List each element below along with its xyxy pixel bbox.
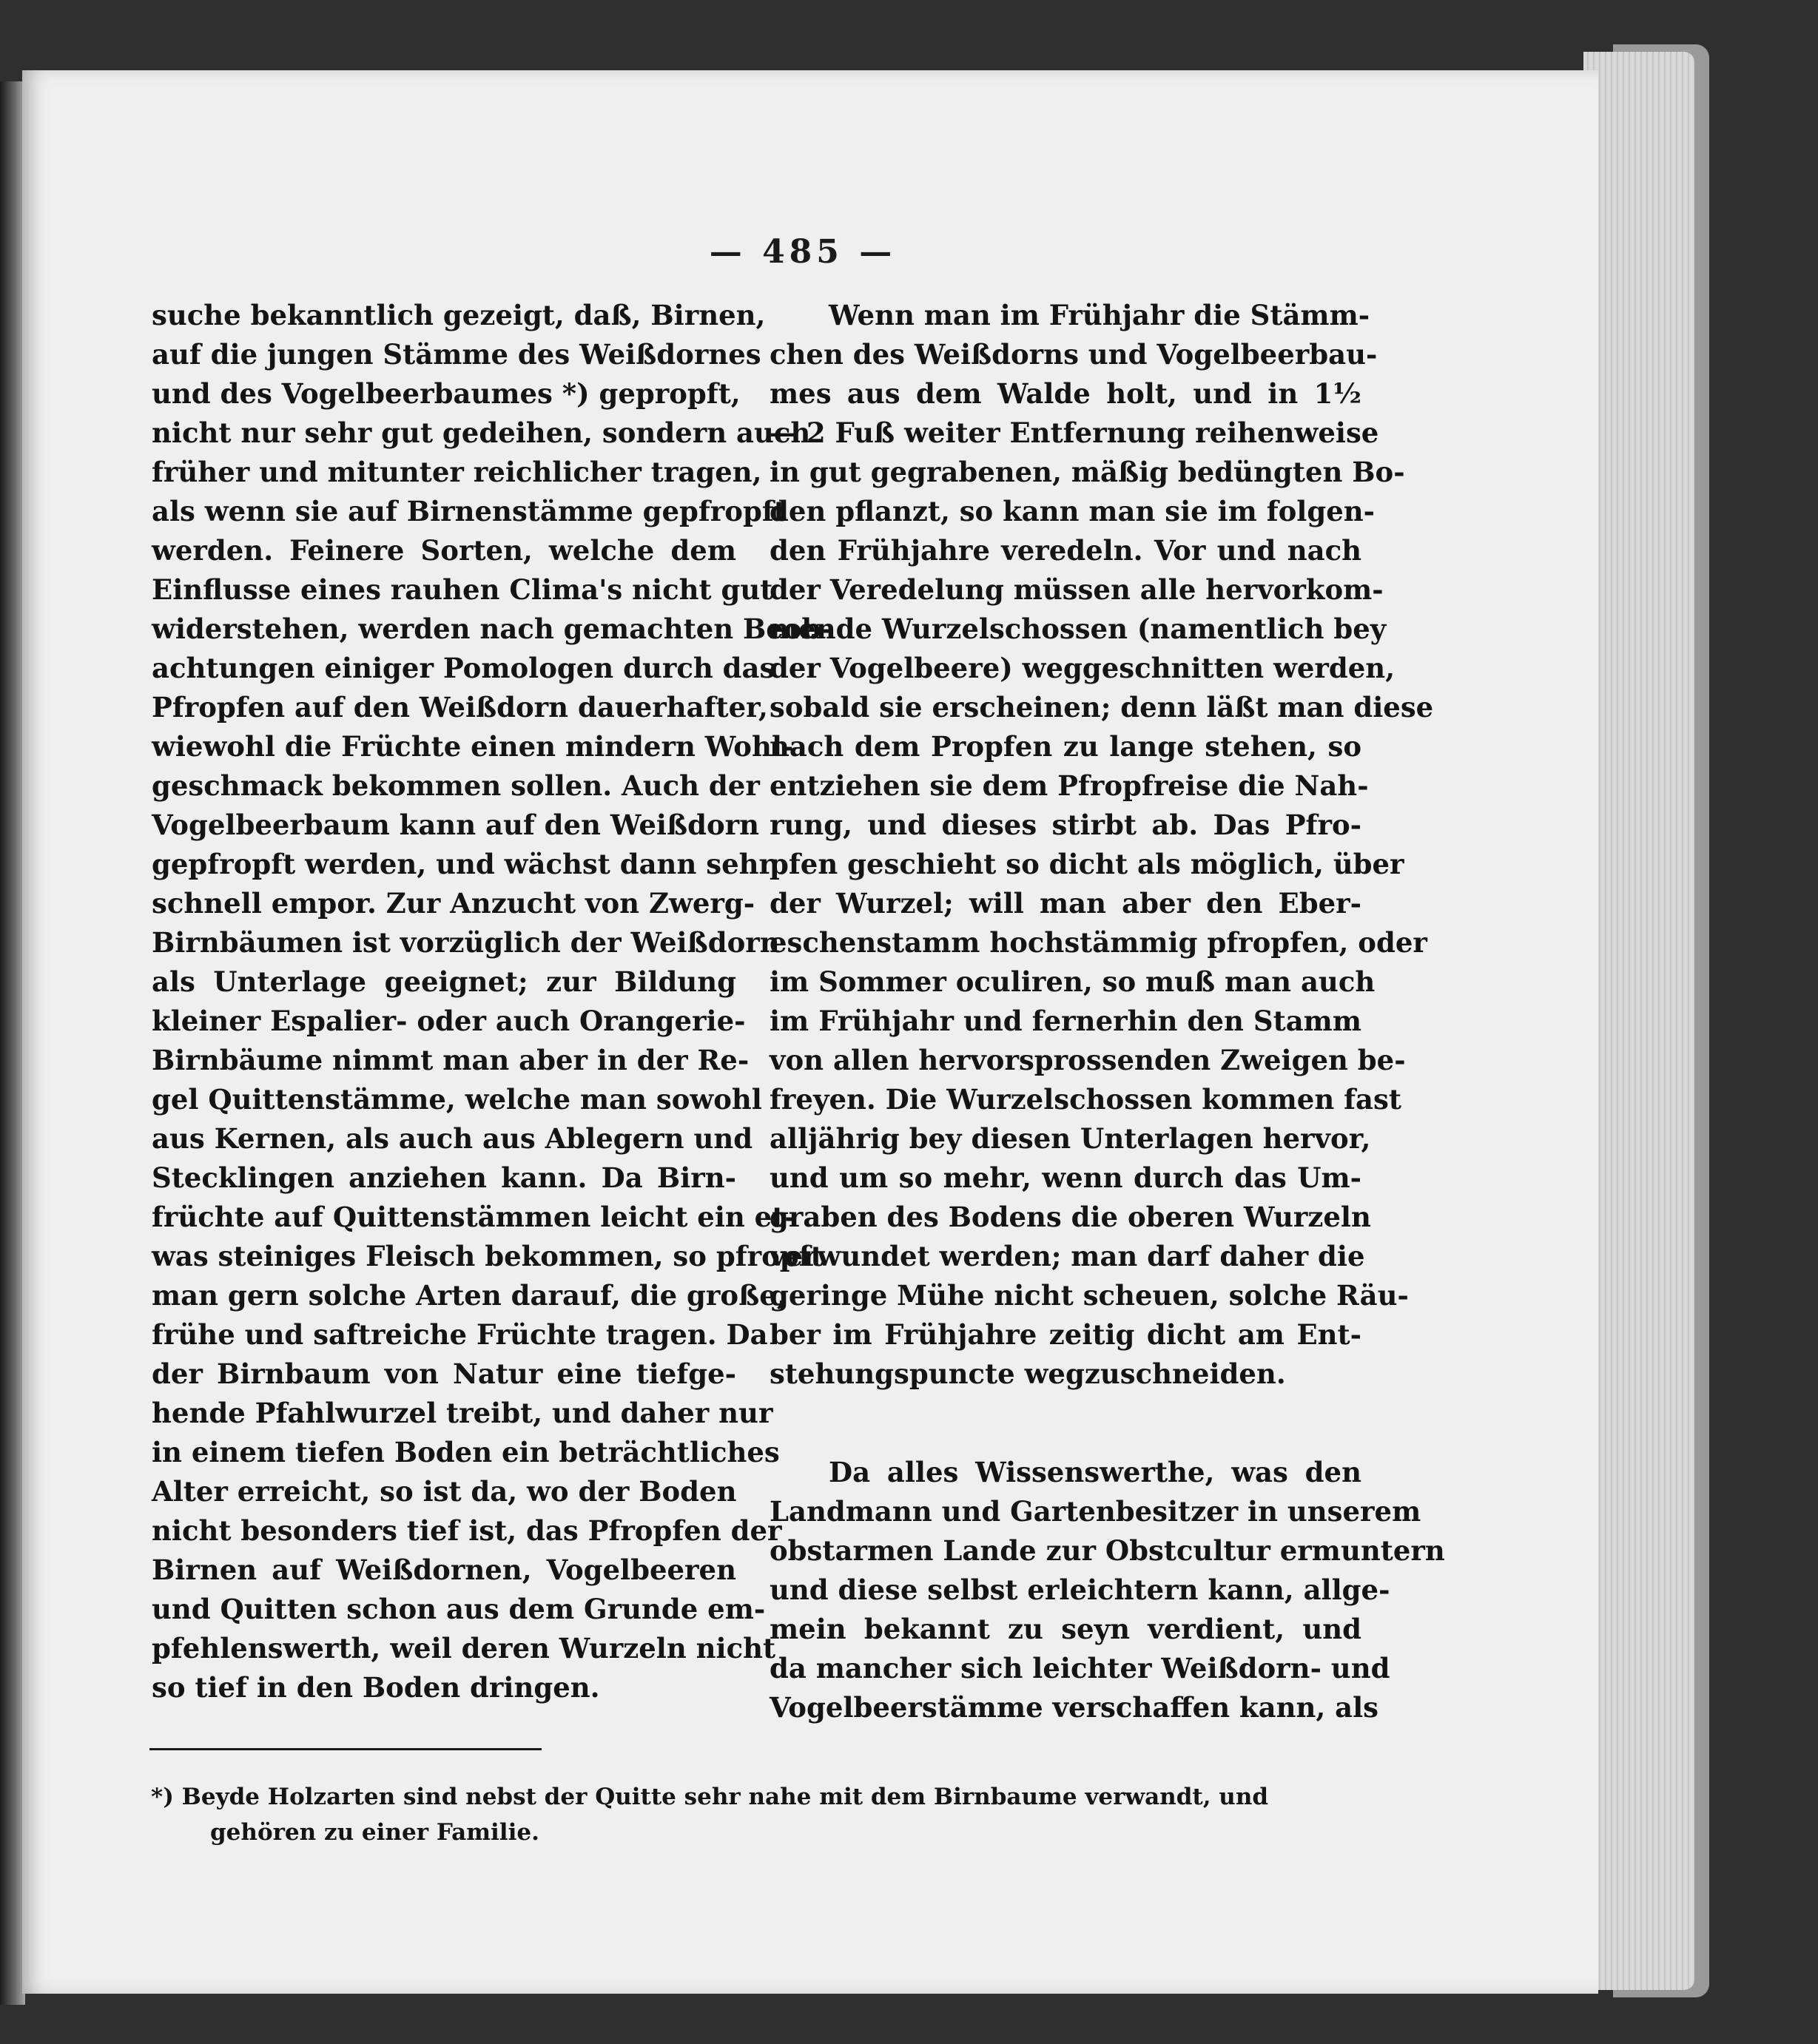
text-line: verwundet werden; man darf daher die [770,1240,1365,1272]
text-line: geschmack bekommen sollen. Auch der [152,769,760,802]
text-line: Birnen auf Weißdornen, Vogelbeeren [152,1554,736,1586]
text-line: als wenn sie auf Birnenstämme gepfropft [152,495,787,527]
footnote-rule [149,1748,542,1750]
text-line: Wenn man im Frühjahr die Stämm- [829,299,1370,331]
text-line: wiewohl die Früchte einen mindern Wohl- [152,730,794,763]
text-line: früchte auf Quittenstämmen leicht ein et- [152,1201,796,1233]
text-line: pfen geschieht so dicht als möglich, über [770,848,1404,880]
text-line: Stecklingen anziehen kann. Da Birn- [152,1161,736,1194]
text-line: Einflusse eines rauhen Clima's nicht gut [152,573,773,606]
text-line: stehungspuncte wegzuschneiden. [770,1357,1286,1390]
text-line: und um so mehr, wenn durch das Um- [770,1161,1361,1194]
text-line: graben des Bodens die oberen Wurzeln [770,1201,1371,1233]
text-line: geringe Mühe nicht scheuen, solche Räu- [770,1279,1409,1312]
text-line: früher und mitunter reichlicher tragen, [152,456,762,488]
page-number: — 485 — [709,233,897,271]
text-line: suche bekanntlich gezeigt, daß, Birnen, [152,299,766,331]
text-line: Birnbäume nimmt man aber in der Re- [152,1044,750,1076]
text-line: in einem tiefen Boden ein beträchtliches [152,1436,780,1468]
text-line: und des Vogelbeerbaumes *) gepropft, [152,377,741,410]
text-line: da mancher sich leichter Weißdorn- und [770,1652,1390,1684]
text-line: der Veredelung müssen alle hervorkom- [770,573,1384,606]
text-line: sobald sie erscheinen; denn läßt man diese [770,691,1434,724]
text-line: Landmann und Gartenbesitzer in unserem [770,1495,1421,1528]
book-page [22,70,1598,1994]
text-line: ber im Frühjahre zeitig dicht am Ent- [770,1318,1361,1351]
text-line: den Frühjahre veredeln. Vor und nach [770,534,1361,567]
text-line: der Birnbaum von Natur eine tiefge- [152,1357,736,1390]
text-line: in gut gegrabenen, mäßig bedüngten Bo- [770,456,1405,488]
text-line: nach dem Propfen zu lange stehen, so [770,730,1361,763]
right-column [770,296,1445,1727]
text-line: widerstehen, werden nach gemachten Beob- [152,613,832,645]
footnote-line-2: gehören zu einer Familie. [210,1819,539,1846]
page-stack-edge [1583,52,1694,1990]
text-line: von allen hervorsprossenden Zweigen be- [770,1044,1406,1076]
text-line: Alter erreicht, so ist da, wo der Boden [152,1475,737,1508]
text-line: rung, und dieses stirbt ab. Das Pfro- [770,809,1361,841]
text-line: alljährig bey diesen Unterlagen hervor, [770,1122,1371,1155]
text-line: mein bekannt zu seyn verdient, und [770,1613,1361,1645]
text-line: der Wurzel; will man aber den Eber- [770,887,1361,920]
text-line: was steiniges Fleisch bekommen, so pfropft [152,1240,824,1272]
footnote [151,1779,1347,1850]
text-line: hende Pfahlwurzel treibt, und daher nur [152,1397,773,1429]
text-line: und diese selbst erleichtern kann, allge- [770,1574,1390,1606]
text-line: chen des Weißdorns und Vogelbeerbau- [770,338,1378,371]
text-line: im Frühjahr und fernerhin den Stamm [770,1005,1361,1037]
text-line: und Quitten schon aus dem Grunde em- [152,1593,766,1625]
left-column [152,296,832,1707]
text-line: Vogelbeerstämme verschaffen kann, als [770,1691,1379,1724]
text-line: mes aus dem Walde holt, und in 1½ [770,377,1361,410]
text-line: pfehlenswerth, weil deren Wurzeln nicht [152,1632,776,1664]
text-line: im Sommer oculiren, so muß man auch [770,965,1376,998]
text-line: als Unterlage geeignet; zur Bildung [152,965,736,998]
text-line: schnell empor. Zur Anzucht von Zwerg- [152,887,755,920]
paragraph-gap [770,1394,1361,1453]
text-line: kleiner Espalier- oder auch Orangerie- [152,1005,746,1037]
text-line: nicht besonders tief ist, das Pfropfen der [152,1514,782,1547]
text-line: gepfropft werden, und wächst dann sehr [152,848,773,880]
text-line: Da alles Wissenswerthe, was den [829,1456,1361,1488]
paragraph-1 [770,296,1434,1394]
text-line: freyen. Die Wurzelschossen kommen fast [770,1083,1401,1116]
text-line: — 2 Fuß weiter Entfernung reihenweise [770,416,1379,449]
text-line: entziehen sie dem Pfropfreise die Nah- [770,769,1369,802]
paragraph-2 [770,1453,1445,1727]
text-line: achtungen einiger Pomologen durch das [152,652,775,684]
text-line: Birnbäumen ist vorzüglich der Weißdorn [152,926,780,959]
footnote-line-1: *) Beyde Holzarten sind nebst der Quitte sehr nahe mit dem Birnbaume verwandt, und [151,1784,1269,1810]
text-line: den pflanzt, so kann man sie im folgen- [770,495,1376,527]
text-line: der Vogelbeere) weggeschnitten werden, [770,652,1396,684]
text-line: nicht nur sehr gut gedeihen, sondern auch [152,416,811,449]
text-line: aus Kernen, als auch aus Ablegern und [152,1122,753,1155]
text-line: obstarmen Lande zur Obstcultur ermuntern [770,1534,1445,1567]
text-line: auf die jungen Stämme des Weißdornes [152,338,761,371]
text-line: man gern solche Arten darauf, die große, [152,1279,787,1312]
text-line: Vogelbeerbaum kann auf den Weißdorn [152,809,760,841]
text-line: so tief in den Boden dringen. [152,1671,600,1704]
text-line: gel Quittenstämme, welche man sowohl [152,1083,762,1116]
previous-page-edge [0,81,25,2005]
text-line: Pfropfen auf den Weißdorn dauerhafter, [152,691,768,724]
text-line: eschenstamm hochstämmig pfropfen, oder [770,926,1427,959]
text-line: werden. Feinere Sorten, welche dem [152,534,736,567]
text-line: frühe und saftreiche Früchte tragen. Da [152,1318,768,1351]
text-line: mende Wurzelschossen (namentlich bey [770,613,1387,645]
